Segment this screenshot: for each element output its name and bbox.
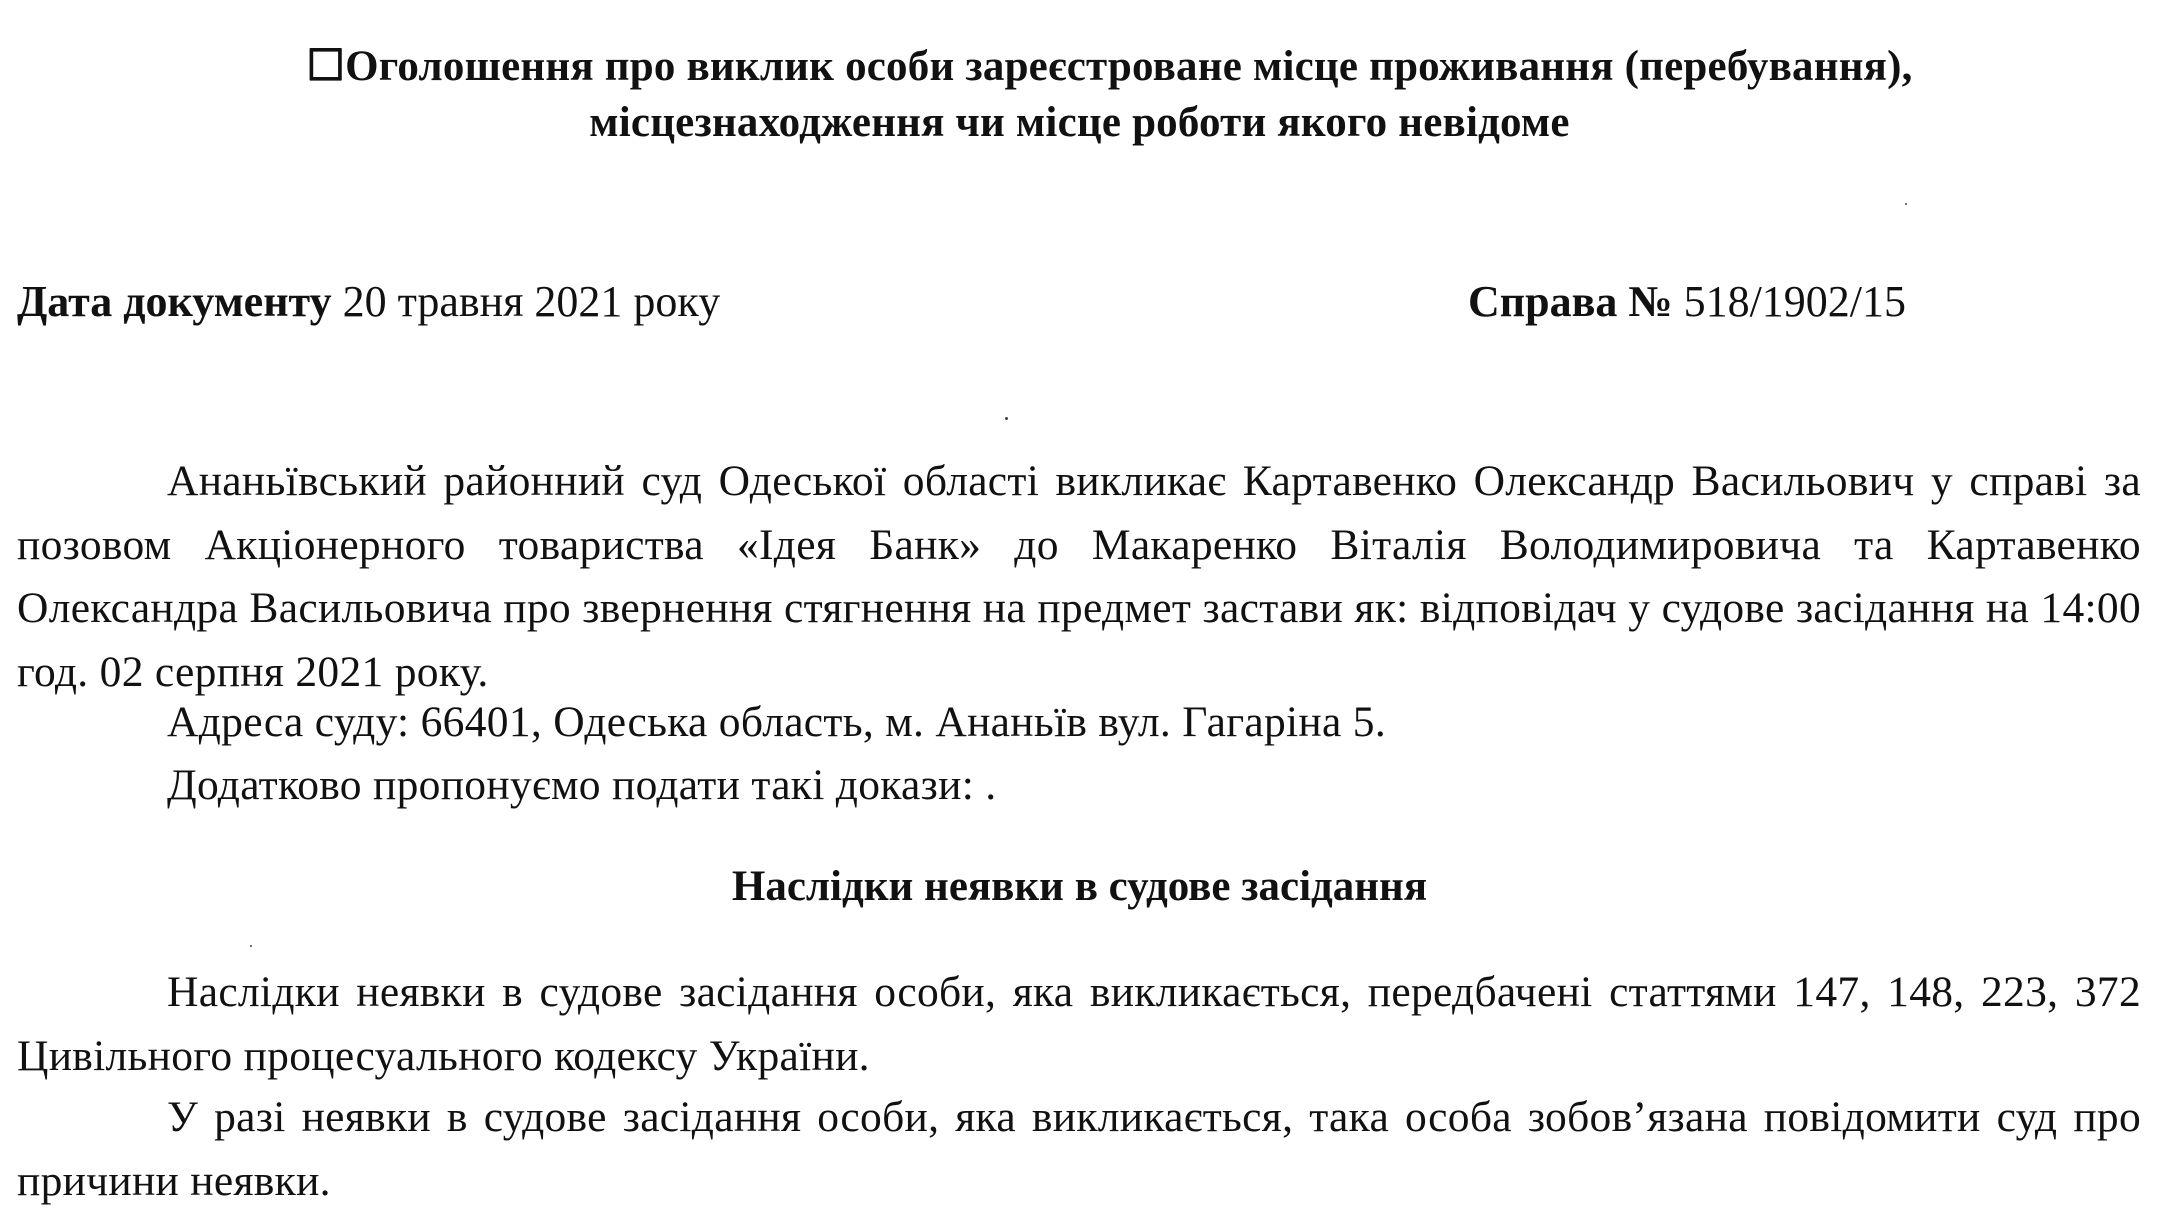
scan-speck — [250, 945, 252, 947]
title-marker-glyph: ☐ — [306, 43, 346, 90]
summons-paragraph: Ананьївський районний суд Одеської області викликає Картавенко Олександр Васильович у справі за позовом Акціонерного товариства «Ідея Банк» до Макаренко Віталія Володимировича та Картавенко Олександра Васильовича про звернення стягнення на предмет застави як: відповідач у судове засідання на 14:00 год. 02 серпня 2021 року. — [17, 457, 2141, 696]
case-number — [1468, 275, 1906, 329]
date-label: Дата документу — [17, 277, 332, 326]
court-address-paragraph: Адреса суду: 66401, Одеська область, м. Ананьїв вул. Гагаріна 5. — [167, 698, 1386, 746]
date-value: 20 травня 2021 року — [342, 277, 721, 326]
scan-speck — [1905, 203, 1907, 205]
document-title-text-1: Оголошення про виклик особи зареєстроване місце проживання (перебування), — [345, 43, 1913, 90]
document-title-line-1 — [30, 40, 2159, 94]
scan-speck — [1005, 417, 1008, 420]
consequences-paragraph: Наслідки неявки в судове засідання особи, яка викликається, передбачені статтями 147, 148, 223, 372 Цивільного процесуального кодексу України. — [17, 968, 2141, 1080]
case-value: 518/1902/15 — [1683, 277, 1907, 326]
evidence-paragraph: Додатково пропонуємо подати такі докази: . — [167, 761, 997, 809]
obligation-paragraph: У разі неявки в судове засідання особи, яка викликається, така особа зобов’язана повідомити суд про причини неявки. — [17, 1093, 2141, 1205]
document-title-line-2: місцезнаходження чи місце роботи якого невідоме — [589, 99, 1570, 146]
consequences-heading: Наслідки неявки в судове засідання — [731, 863, 1428, 910]
document-date — [17, 275, 720, 329]
case-label: Справа № — [1468, 277, 1673, 326]
